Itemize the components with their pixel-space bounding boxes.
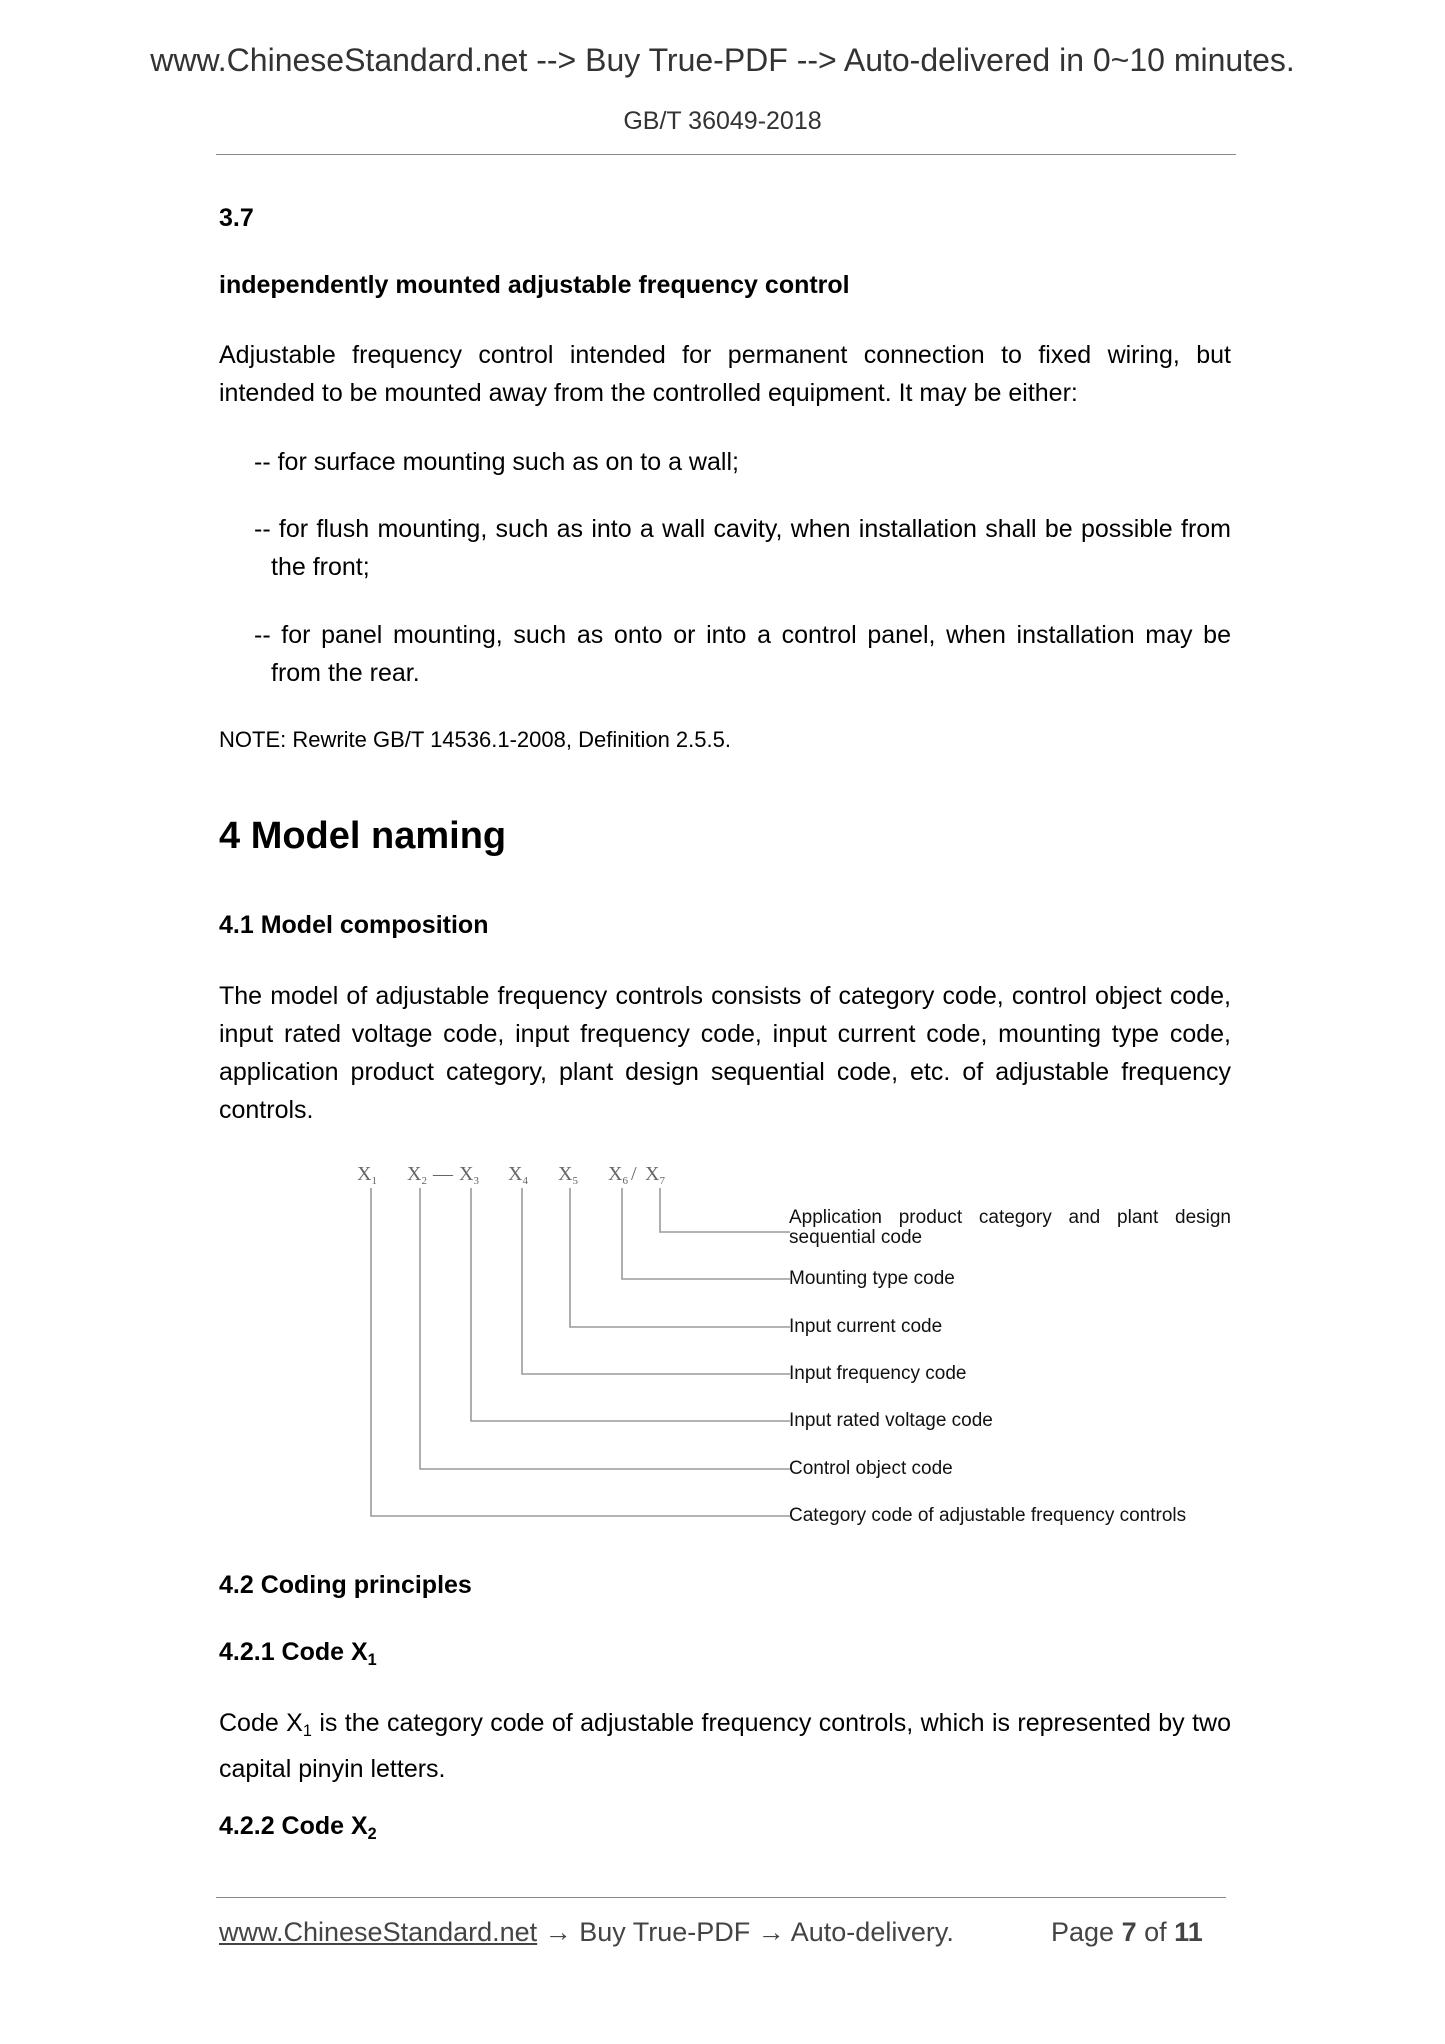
arrow-right-icon: → bbox=[537, 1917, 580, 1947]
diagram-label-x4: Input frequency code bbox=[789, 1363, 967, 1384]
diagram-label-x3: Input rated voltage code bbox=[789, 1410, 993, 1431]
clause-note: NOTE: Rewrite GB/T 14536.1-2008, Definition 2.5.5. bbox=[219, 727, 731, 752]
diagram-label-x6: Mounting type code bbox=[789, 1268, 955, 1289]
footer-links bbox=[219, 1917, 954, 1948]
footer-site-link[interactable]: www.ChineseStandard.net bbox=[219, 1917, 538, 1947]
symbol-x7: $X_7$ bbox=[645, 1163, 665, 1187]
footer-buy-text: Buy True-PDF bbox=[579, 1917, 751, 1947]
leader-line-x6 bbox=[622, 1188, 790, 1279]
diagram-label-x2: Control object code bbox=[789, 1458, 953, 1479]
arrow-right-icon: → bbox=[750, 1917, 791, 1947]
subsection-text-4-1: The model of adjustable frequency controls consists of category code, control object code, input rated voltage code, input frequency code, input current code, mounting type code, application product category, plant design sequential code, etc. of adjustable frequency controls. bbox=[219, 982, 1231, 1124]
symbol-x1: $X_1$ bbox=[357, 1163, 377, 1187]
leader-line-x4 bbox=[522, 1188, 790, 1374]
footer-delivery-text: Auto-delivery. bbox=[790, 1917, 954, 1947]
subsection-title-4-2-2: 4.2.2 Code $X_2$ bbox=[219, 1812, 377, 1843]
clause-term: independently mounted adjustable frequency control bbox=[219, 271, 850, 299]
symbol-x3: $X_3$ bbox=[459, 1163, 479, 1187]
leader-line-x7 bbox=[660, 1188, 790, 1232]
list-item-flush: -- for flush mounting, such as into a wall cavity, when installation shall be possible from the front; bbox=[254, 515, 1231, 581]
section-title: 4 Model naming bbox=[219, 815, 507, 857]
clause-list bbox=[219, 616, 1231, 692]
diagram-label-x1: Category code of adjustable frequency controls bbox=[789, 1505, 1187, 1526]
subsection-title-4-2: 4.2 Coding principles bbox=[219, 1571, 472, 1599]
diagram-label-x5: Input current code bbox=[789, 1316, 943, 1337]
leader-line-x2 bbox=[420, 1188, 790, 1469]
leader-line-x3 bbox=[471, 1188, 790, 1421]
subsection-title-4-2-1: 4.2.1 Code $X_1$ bbox=[219, 1638, 377, 1669]
standard-code-header: GB/T 36049-2018 bbox=[623, 107, 822, 135]
list-item-surface: -- for surface mounting such as on to a wall; bbox=[254, 448, 739, 476]
total-pages: 11 bbox=[1174, 1917, 1203, 1947]
footer-divider bbox=[216, 1897, 1226, 1898]
symbol-dash: — bbox=[433, 1163, 453, 1185]
symbol-slash: / bbox=[631, 1163, 637, 1185]
symbol-x4: $X_4$ bbox=[508, 1163, 528, 1187]
subsection-title-4-1: 4.1 Model composition bbox=[219, 911, 489, 939]
diagram-label-x7: Application product category and plant design sequential code bbox=[789, 1207, 1231, 1248]
site-banner[interactable]: www.ChineseStandard.net --> Buy True-PDF --> Auto-delivered in 0~10 minutes. bbox=[150, 42, 1295, 78]
clause-list bbox=[219, 443, 1231, 481]
symbol-x2: $X_2$ bbox=[407, 1163, 427, 1187]
subsection-text-4-2-1: Code $X_1$ is the category code of adjustable frequency controls, which is represented by two capital pinyin letters. bbox=[219, 1709, 1231, 1783]
header-divider bbox=[216, 154, 1236, 155]
symbol-x5: $X_5$ bbox=[558, 1163, 578, 1187]
list-item-panel: -- for panel mounting, such as onto or into a control panel, when installation may be from the rear. bbox=[254, 621, 1231, 687]
clause-list bbox=[219, 510, 1231, 586]
symbol-x6: $X_6$ bbox=[608, 1163, 628, 1187]
page-indicator: Page 7 of 11 bbox=[1051, 1917, 1203, 1947]
clause-number: 3.7 bbox=[219, 204, 254, 232]
leader-line-x5 bbox=[570, 1188, 790, 1327]
leader-line-x1 bbox=[371, 1188, 790, 1516]
clause-definition: Adjustable frequency control intended for permanent connection to fixed wiring, but intended to be mounted away from the controlled equipment. It may be either: bbox=[219, 341, 1231, 407]
current-page: 7 bbox=[1121, 1917, 1137, 1947]
